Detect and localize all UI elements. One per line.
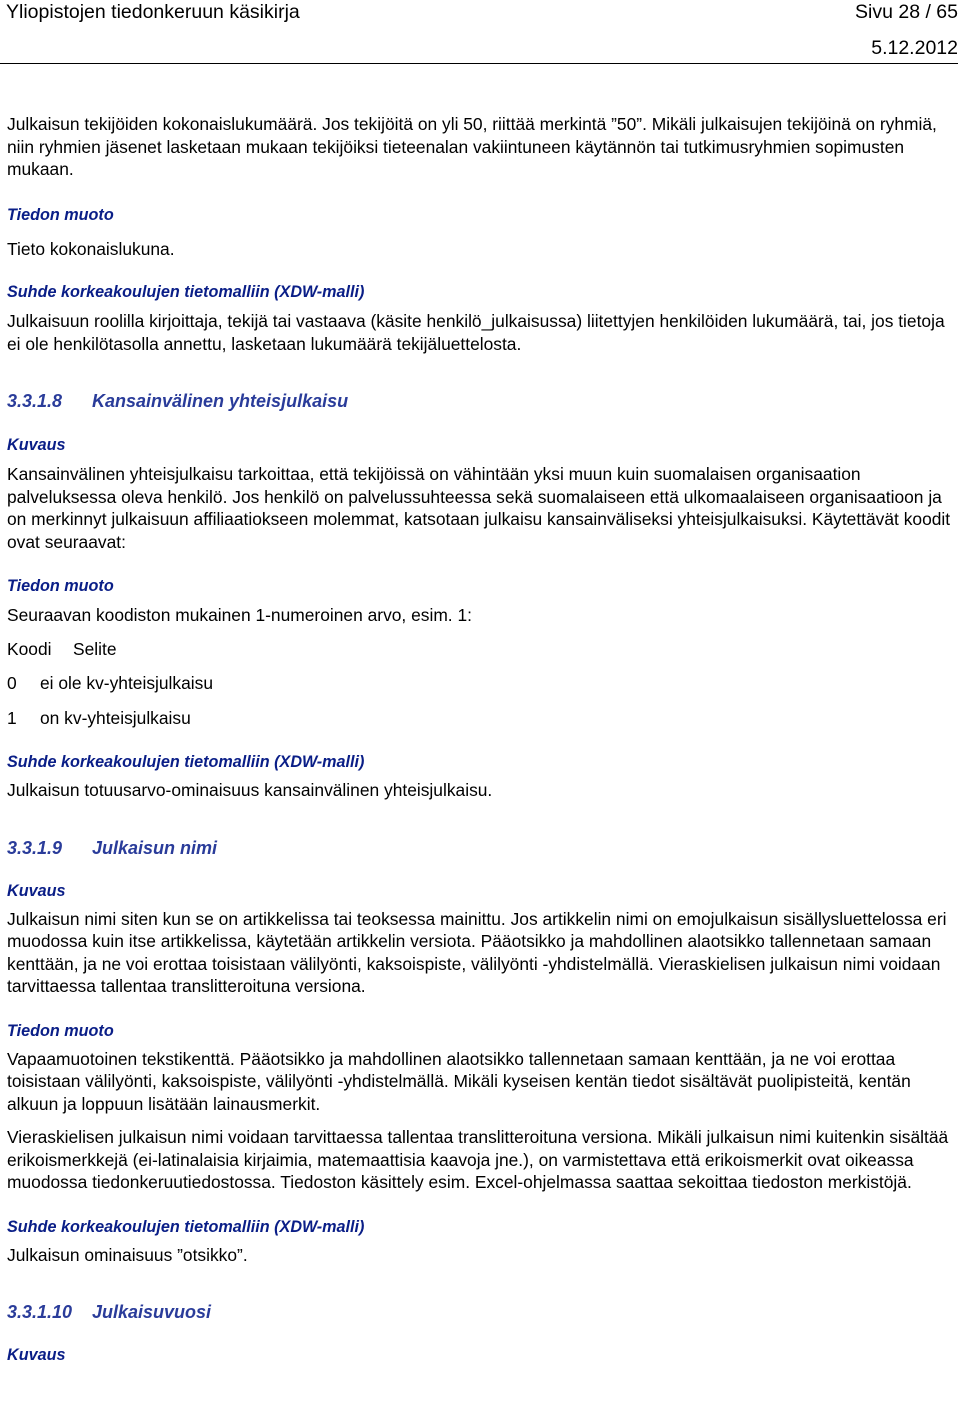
description-label: Kuvaus (7, 1346, 66, 1364)
format-label: Tiedon muoto (7, 205, 114, 224)
code-value: 1 (7, 707, 17, 728)
header-divider (0, 63, 958, 64)
code-description: ei ole kv-yhteisjulkaisu (40, 673, 214, 693)
section-heading-julkaisuvuosi (7, 1300, 955, 1324)
code-row (7, 707, 955, 730)
description-column-header: Selite (73, 638, 117, 659)
xdw-text: Julkaisun ominaisuus ”otsikko”. (7, 1244, 248, 1265)
xdw-text: Julkaisuun roolilla kirjoittaja, tekijä tai vastaava (käsite henkilö_julkaisussa) liitettyjen henkilöiden lukumäärä, tai, jos tietoja ei ole henkilötasolla annettu, lasketaan lukumäärä tekijäluettelosta. (7, 311, 945, 354)
code-table-header (7, 638, 955, 661)
section-title: Julkaisuvuosi (92, 1302, 212, 1322)
xdw-label: Suhde korkeakoulujen tietomalliin (XDW-malli) (7, 753, 365, 771)
section-heading-kv-yhteisjulkaisu (7, 389, 955, 413)
section-number: 3.3.1.8 (7, 391, 63, 411)
format-label: Tiedon muoto (7, 1021, 114, 1040)
format-text: Tieto kokonaislukuna. (7, 238, 175, 259)
intro-paragraph: Julkaisun tekijöiden kokonaislukumäärä. Jos tekijöitä on yli 50, riittää merkintä ”50”. Mikäli julkaisujen tekijöinä on ryhmiä, niin ryhmien jäsenet lasketaan mukaan tekijöiksi tieteenalan vakiintuneen käytännön tai tutkimusryhmien sopimusten mukaan. (7, 114, 937, 179)
code-column-header: Koodi (7, 638, 52, 659)
format-text-2: Vieraskielisen julkaisun nimi voidaan tarvittaessa tallentaa translitteroituna versiona. Mikäli julkaisun nimi kuitenkin sisältää erikoismerkkejä (ei-latinalaisia kirjaimia, matemaattisia kaavoja jne.), on varmistettava että erikoismerkit ovat oikeassa muodossa tiedonkeruutiedostossa. Tiedoston käsittely esim. Excel-ohjelmassa saattaa sekoittaa tiedoston merkistöjä. (7, 1127, 949, 1192)
section-title: Julkaisun nimi (92, 837, 218, 858)
section-number: 3.3.1.10 (7, 1302, 73, 1322)
section-heading-julkaisun-nimi (7, 836, 955, 860)
format-text: Vapaamuotoinen tekstikenttä. Pääotsikko ja mahdollinen alaotsikko tallennetaan samaan kenttään, ja ne voi erottaa toisistaan välilyönti, kaksoispiste, välilyönti -yhdistelmällä. Mikäli kyseisen kentän tiedot sisältävät puolipisteitä, kentän alkuun ja loppuun lisätään lainausmerkit. (7, 1048, 911, 1114)
xdw-text: Julkaisun totuusarvo-ominaisuus kansainvälinen yhteisjulkaisu. (7, 780, 493, 800)
section-number: 3.3.1.9 (7, 837, 63, 858)
section-title: Kansainvälinen yhteisjulkaisu (92, 391, 349, 411)
document-title: Yliopistojen tiedonkeruun käsikirja (6, 1, 300, 23)
xdw-label: Suhde korkeakoulujen tietomalliin (XDW-malli) (7, 1217, 365, 1236)
format-text: Seuraavan koodiston mukainen 1-numeroinen arvo, esim. 1: (7, 605, 472, 625)
xdw-label: Suhde korkeakoulujen tietomalliin (XDW-malli) (7, 283, 365, 301)
format-label: Tiedon muoto (7, 577, 114, 595)
code-description: on kv-yhteisjulkaisu (40, 707, 191, 728)
page-number: Sivu 28 / 65 (855, 1, 958, 23)
document-body (7, 113, 955, 1366)
description-text: Julkaisun nimi siten kun se on artikkelissa tai teoksessa mainittu. Jos artikkelin nimi on emojulkaisun sisällysluettelossa eri muodossa kuin itse artikkelissa, käytetään artikkelin versiota. Pääotsikko ja mahdollinen alaotsikko tallennetaan samaan kenttään, ja ne voi erottaa toisistaan välilyönti, kaksoispiste, välilyönti -yhdistelmällä. Vieraskielisen julkaisun nimi voidaan tarvittaessa tallentaa translitteroituna versiona. (7, 908, 947, 996)
code-row (7, 672, 955, 695)
description-label: Kuvaus (7, 881, 66, 900)
description-text: Kansainvälinen yhteisjulkaisu tarkoittaa, että tekijöissä on vähintään yksi muun kuin suomalaisen organisaation palveluksessa oleva henkilö. Jos henkilö on palvelussuhteessa sekä suomalaiseen että ulkomaalaiseen organisaatioon ja on merkinnyt julkaisuun affiliaatiokseen molemmat, katsotaan julkaisu kansainväliseksi yhteisjulkaisuksi. Käytettävät koodit ovat seuraavat: (7, 464, 951, 552)
description-label: Kuvaus (7, 436, 66, 454)
document-date: 5.12.2012 (871, 37, 958, 59)
code-value: 0 (7, 673, 17, 693)
